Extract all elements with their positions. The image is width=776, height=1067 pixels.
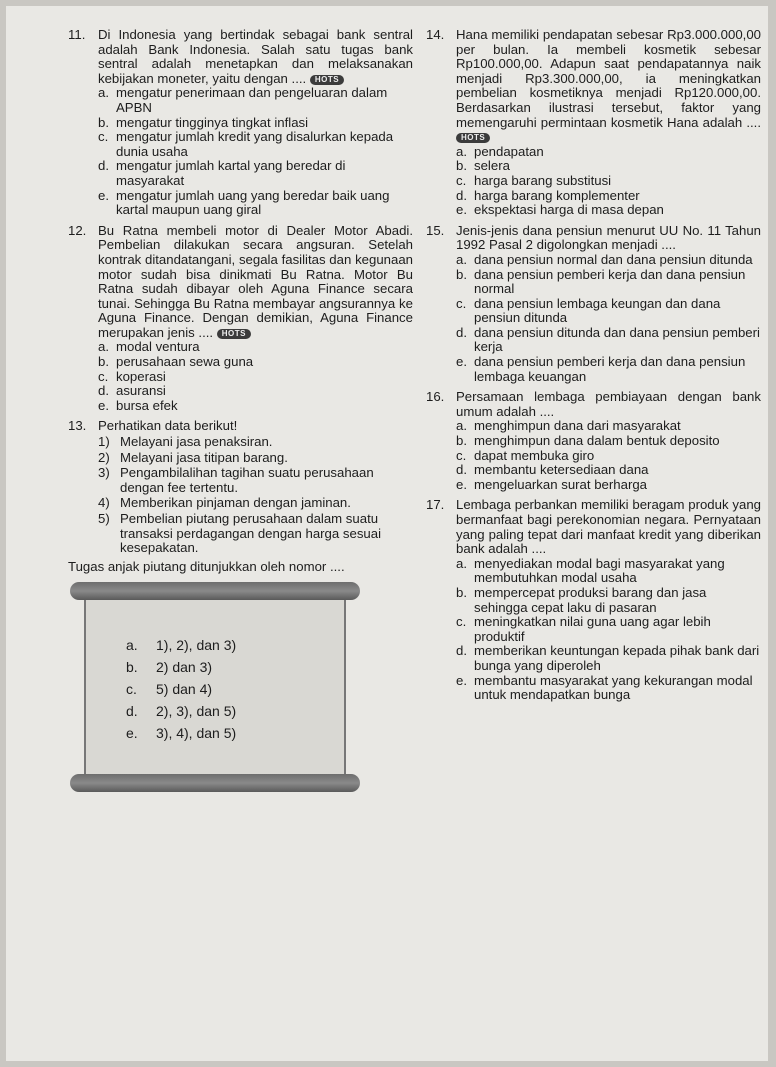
option-e[interactable] bbox=[456, 203, 761, 218]
option-a[interactable] bbox=[456, 557, 761, 586]
option-letter: a. bbox=[456, 555, 467, 571]
left-column bbox=[68, 28, 413, 792]
data-item-5 bbox=[98, 512, 413, 556]
question-text: Perhatikan data berikut! bbox=[98, 418, 238, 434]
option-text: dana pensiun pemberi kerja dan dana pensiun normal bbox=[474, 266, 746, 297]
question-text: Persamaan lembaga pembiayaan dengan bank umum adalah .... bbox=[456, 389, 761, 419]
option-b[interactable] bbox=[456, 434, 761, 449]
option-text: 1), 2), dan 3) bbox=[156, 637, 237, 654]
option-letter: e. bbox=[98, 187, 109, 203]
option-letter: d. bbox=[98, 158, 109, 174]
option-letter: a. bbox=[456, 251, 467, 267]
option-d[interactable] bbox=[98, 159, 413, 188]
item-text: Pengambilalihan tagihan suatu perusahaan dengan fee tertentu. bbox=[120, 465, 374, 495]
option-c[interactable] bbox=[456, 297, 761, 326]
option-e[interactable] bbox=[98, 189, 413, 218]
item-number: 2) bbox=[98, 449, 110, 465]
question-number: 11. bbox=[68, 27, 86, 42]
option-letter: a. bbox=[98, 85, 109, 101]
question-number: 15. bbox=[426, 222, 445, 238]
question-text: Bu Ratna membeli motor di Dealer Motor Abadi. Pembelian dilakukan secara angsuran. Setelah kontrak ditandatangani, segala fasilitas dan kegunaan motor sudah bisa dinikmati Bu Ratna. Motor Bu Ratna sudah dibayar oleh Aguna Finance secara tunai. Sehingga Bu Ratna membayar angsurannya ke Aguna Finance. Dengan demikian, Aguna Finance merupakan jenis .... bbox=[98, 222, 413, 340]
item-number: 4) bbox=[98, 495, 110, 511]
option-text: selera bbox=[474, 158, 510, 174]
option-text: pendapatan bbox=[474, 143, 544, 159]
option-b[interactable] bbox=[98, 355, 413, 370]
option-b[interactable] bbox=[98, 116, 413, 131]
option-text: mengatur penerimaan dan pengeluaran dalam APBN bbox=[116, 85, 388, 115]
option-c[interactable] bbox=[98, 130, 413, 159]
item-number: 1) bbox=[98, 434, 110, 450]
option-text: bursa efek bbox=[116, 397, 178, 413]
option-text: mengatur jumlah kredit yang disalurkan kepada dunia usaha bbox=[116, 129, 394, 159]
option-text: mengatur jumlah uang yang beredar baik uang kartal maupun uang giral bbox=[116, 187, 390, 218]
option-a[interactable] bbox=[98, 340, 413, 355]
option-letter: b. bbox=[126, 659, 138, 676]
option-text: dana pensiun ditunda dan dana pensiun pemberi kerja bbox=[474, 324, 760, 355]
option-text: memberikan keuntungan kepada pihak bank dari bunga yang diperoleh bbox=[474, 643, 760, 673]
option-b[interactable] bbox=[456, 159, 761, 174]
option-text: ekspektasi harga di masa depan bbox=[474, 202, 664, 218]
option-text: modal ventura bbox=[116, 339, 200, 355]
option-a[interactable] bbox=[98, 86, 413, 115]
data-item-1 bbox=[98, 435, 413, 450]
option-a[interactable] bbox=[456, 253, 761, 268]
option-letter: b. bbox=[456, 433, 467, 449]
question-16 bbox=[426, 390, 761, 492]
option-text: dana pensiun pemberi kerja dan dana pensiun lembaga keuangan bbox=[474, 354, 746, 384]
question-number: 13. bbox=[68, 418, 87, 434]
option-letter: c. bbox=[98, 129, 109, 145]
option-d[interactable] bbox=[456, 189, 761, 204]
option-d[interactable] bbox=[126, 700, 236, 722]
item-text: Memberikan pinjaman dengan jaminan. bbox=[120, 495, 351, 511]
item-number: 5) bbox=[98, 511, 110, 526]
option-letter: b. bbox=[456, 584, 467, 600]
option-text: menghimpun dana dari masyarakat bbox=[474, 418, 681, 434]
option-text: meningkatkan nilai guna uang agar lebih produktif bbox=[474, 614, 711, 644]
option-text: membantu masyarakat yang kekurangan modal untuk mendapatkan bunga bbox=[474, 672, 753, 703]
option-letter: b. bbox=[98, 354, 109, 370]
option-letter: c. bbox=[456, 614, 467, 630]
option-letter: e. bbox=[456, 672, 467, 688]
option-text: harga barang substitusi bbox=[474, 172, 612, 188]
option-c[interactable] bbox=[126, 678, 236, 700]
option-d[interactable] bbox=[456, 463, 761, 478]
textbook-page bbox=[6, 6, 768, 1061]
option-letter: c. bbox=[98, 368, 109, 384]
option-text: 2) dan 3) bbox=[156, 659, 213, 676]
option-text: 3), 4), dan 5) bbox=[156, 725, 237, 742]
option-text: menghimpun dana dalam bentuk deposito bbox=[474, 433, 720, 449]
option-a[interactable] bbox=[126, 634, 236, 656]
question-number: 16. bbox=[426, 389, 445, 405]
option-letter: e. bbox=[126, 725, 138, 742]
option-text: asuransi bbox=[116, 383, 166, 399]
question-13 bbox=[68, 419, 413, 555]
option-letter: a. bbox=[98, 339, 109, 355]
option-text: koperasi bbox=[116, 368, 166, 384]
option-e[interactable] bbox=[98, 399, 413, 414]
option-letter: d. bbox=[456, 643, 467, 659]
option-e[interactable] bbox=[456, 355, 761, 384]
data-item-3 bbox=[98, 466, 413, 495]
option-b[interactable] bbox=[126, 656, 236, 678]
option-c[interactable] bbox=[456, 615, 761, 644]
option-letter: d. bbox=[126, 703, 138, 720]
question-12 bbox=[68, 224, 413, 414]
option-letter: b. bbox=[456, 158, 467, 174]
option-c[interactable] bbox=[98, 370, 413, 385]
option-d[interactable] bbox=[456, 644, 761, 673]
question-text: Hana memiliki pendapatan sebesar Rp3.000.000,00 per bulan. Ia membeli kosmetik sebesar Rp100.000,00. Adapun saat pendapatannya naik menjadi Rp3.300.000,00, ia meningkatkan pembelian kosmetiknya menjadi Rp120.000,00. Berdasarkan ilustrasi tersebut, faktor yang memengaruhi permintaan kosmetik Hana adalah .... bbox=[456, 27, 761, 130]
option-text: membantu ketersediaan dana bbox=[474, 462, 649, 478]
question-number: 17. bbox=[426, 497, 445, 513]
option-text: dana pensiun normal dan dana pensiun ditunda bbox=[474, 251, 753, 267]
option-e[interactable] bbox=[126, 722, 236, 744]
option-d[interactable] bbox=[98, 384, 413, 399]
option-text: perusahaan sewa guna bbox=[116, 354, 254, 370]
option-e[interactable] bbox=[456, 674, 761, 703]
question-text: Lembaga perbankan memiliki beragam produk yang bermanfaat bagi perekonomian negara. Pernyataan yang paling tepat dari manfaat kredit yang diberikan bank adalah .... bbox=[456, 497, 761, 557]
hots-badge: HOTS bbox=[217, 329, 251, 339]
scroll-roll-top bbox=[70, 582, 360, 600]
question-text: Di Indonesia yang bertindak sebagai bank sentral adalah Bank Indonesia. Salah satu tugas bank sentral adalah menetapkan dan melaksanakan kebijakan moneter, yaitu dengan .... bbox=[98, 27, 413, 86]
item-number: 3) bbox=[98, 465, 110, 481]
option-letter: e. bbox=[456, 202, 467, 218]
question-number: 12. bbox=[68, 222, 87, 238]
data-item-4 bbox=[98, 496, 413, 511]
option-text: dapat membuka giro bbox=[474, 447, 595, 463]
option-letter: d. bbox=[98, 383, 109, 399]
option-b[interactable] bbox=[456, 268, 761, 297]
option-text: mengeluarkan surat berharga bbox=[474, 476, 648, 492]
option-letter: a. bbox=[126, 637, 138, 654]
option-text: harga barang komplementer bbox=[474, 187, 640, 203]
option-letter: c. bbox=[456, 172, 467, 188]
option-letter: b. bbox=[98, 114, 109, 130]
right-column bbox=[426, 28, 761, 709]
scroll-roll-bottom bbox=[70, 774, 360, 792]
option-letter: a. bbox=[456, 143, 467, 159]
option-letter: d. bbox=[456, 324, 467, 340]
answer-choices bbox=[126, 634, 236, 744]
item-text: Melayani jasa titipan barang. bbox=[120, 449, 288, 465]
question-15 bbox=[426, 224, 761, 385]
option-e[interactable] bbox=[456, 478, 761, 493]
question-text: Jenis-jenis dana pensiun menurut UU No. 11 Tahun 1992 Pasal 2 digolongkan menjadi .... bbox=[456, 222, 761, 253]
option-d[interactable] bbox=[456, 326, 761, 355]
option-letter: c. bbox=[126, 681, 137, 698]
question-14 bbox=[426, 28, 761, 218]
option-letter: d. bbox=[456, 462, 467, 478]
option-a[interactable] bbox=[456, 419, 761, 434]
question-17 bbox=[426, 498, 761, 702]
option-letter: e. bbox=[456, 354, 467, 370]
item-text: Melayani jasa penaksiran. bbox=[120, 434, 273, 450]
hots-badge: HOTS bbox=[310, 75, 344, 85]
hots-badge: HOTS bbox=[456, 133, 490, 143]
option-text: 5) dan 4) bbox=[156, 681, 213, 698]
option-a[interactable] bbox=[456, 145, 761, 160]
option-text: mengatur jumlah kartal yang beredar di masyarakat bbox=[116, 158, 346, 188]
option-letter: d. bbox=[456, 187, 467, 203]
option-c[interactable] bbox=[456, 449, 761, 464]
option-text: dana pensiun lembaga keungan dan dana pensiun ditunda bbox=[474, 295, 721, 326]
option-text: 2), 3), dan 5) bbox=[156, 703, 237, 720]
item-text: Pembelian piutang perusahaan dalam suatu transaksi perdagangan dengan harga sesuai kesepakatan. bbox=[120, 511, 382, 556]
option-letter: c. bbox=[456, 447, 467, 463]
option-text: mengatur tingginya tingkat inflasi bbox=[116, 114, 309, 130]
option-text: mempercepat produksi barang dan jasa sehingga cepat laku di pasaran bbox=[474, 584, 707, 615]
option-letter: e. bbox=[456, 476, 467, 492]
option-letter: b. bbox=[456, 266, 467, 282]
option-text: menyediakan modal bagi masyarakat yang membutuhkan modal usaha bbox=[474, 555, 725, 586]
option-c[interactable] bbox=[456, 174, 761, 189]
question-13-closing: Tugas anjak piutang ditunjukkan oleh nomor .... bbox=[68, 558, 345, 574]
question-number: 14. bbox=[426, 27, 445, 42]
option-letter: c. bbox=[456, 295, 467, 311]
option-letter: e. bbox=[98, 397, 109, 413]
option-letter: a. bbox=[456, 418, 467, 434]
answer-scroll-box bbox=[70, 582, 360, 792]
data-item-2 bbox=[98, 451, 413, 466]
option-b[interactable] bbox=[456, 586, 761, 615]
question-11 bbox=[68, 28, 413, 218]
